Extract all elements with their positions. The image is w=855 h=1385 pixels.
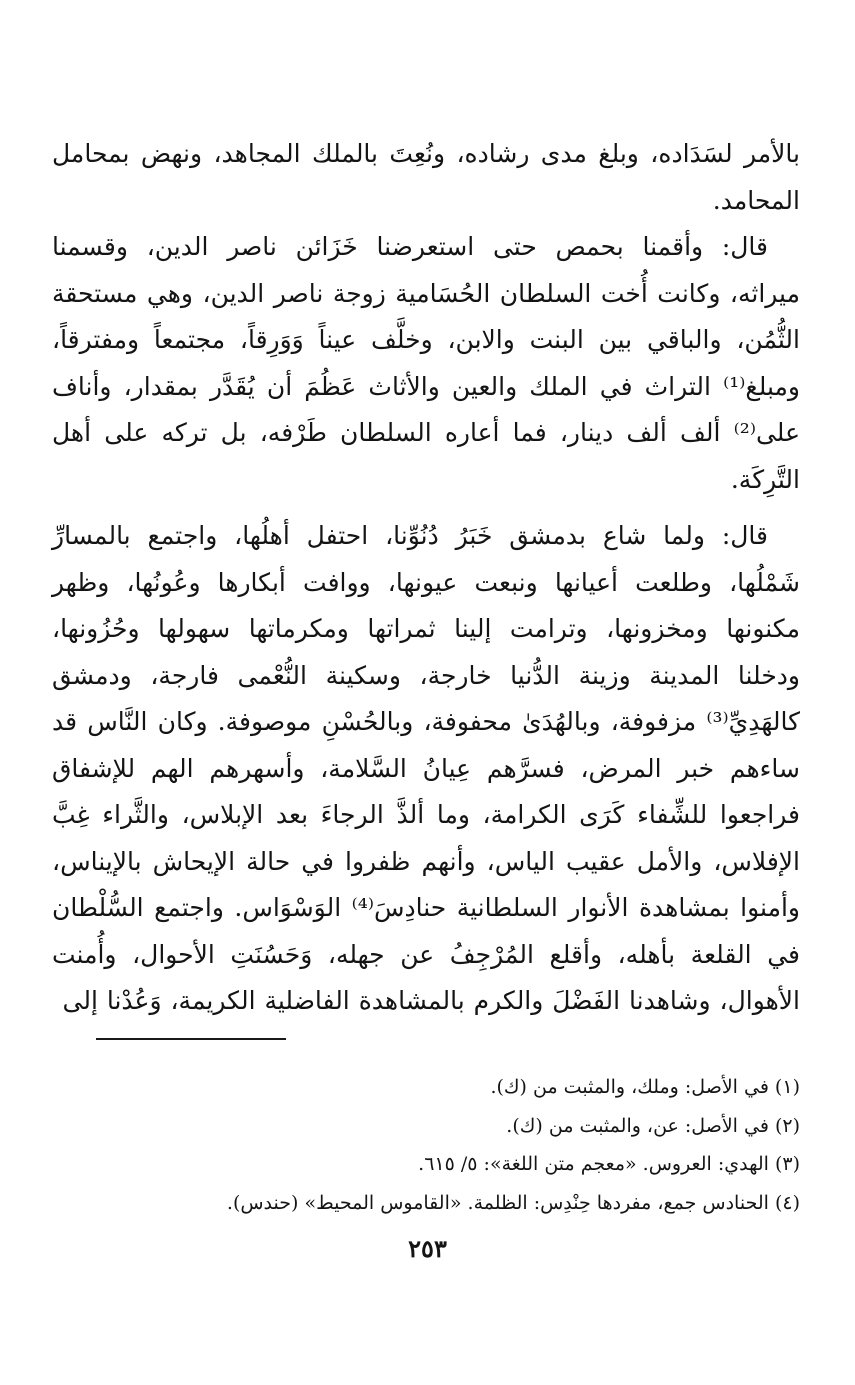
footnotes	[52, 1068, 800, 1222]
footnote-2: (٢) في الأصل: عن، والمثبت من (ك).	[506, 1114, 800, 1137]
main-text	[52, 131, 800, 1025]
footnote-1: (١) في الأصل: وملك، والمثبت من (ك).	[490, 1076, 800, 1098]
paragraph-1: بالأمر لسَدَاده، وبلغ مدى رشاده، ونُعِتَ بالملك المجاهد، ونهض بمحامل المحامد.	[52, 139, 800, 215]
page-number: ٢٥٣	[408, 1234, 447, 1263]
footnote-divider	[96, 1038, 286, 1040]
footnote-4: (٤) الحنادس جمع، مفردها حِنْدِس: الظلمة. «القاموس المحيط» (حندس).	[226, 1191, 800, 1214]
paragraph-2: قال: وأقمنا بحمص حتى استعرضنا خَزَائن ناصر الدين، وقسمنا ميراثه، وكانت أُخت السلطان الحُسَامية زوجة ناصر الدين، وهي مستحقة الثُّمُن، والباقي بين البنت والابن، وخلَّف عيناً وَوَرِقاً، مجتمعاً ومفترقاً، ومبلغ⁽¹⁾ التراث في الملك والعين والأثاث عَظُمَ أن يُقَدَّر بمقدار، وأناف على⁽²⁾ ألف ألف دينار، فما أعاره السلطان طَرْفه، بل تركه على أهل التَّرِكَة.	[52, 232, 800, 494]
paragraph-3: قال: ولما شاع بدمشق خَبَرُ دُنُوِّنا، احتفل أهلُها، واجتمع بالمسارِّ شَمْلُها، وطلعت أعيانها ونبعت عيونها، ووافت أبكارها وعُونُها، وظهر مكنونها ومخزونها، وترامت إلينا ثمراتها ومكرماتها سهولها وحُزُونها، ودخلنا المدينة وزينة الدُّنيا خارجة، وسكينة النُّعْمى فارجة، ودمشق كالهَدِيِّ⁽³⁾ مزفوفة، وبالهُدَىٰ محفوفة، وبالحُسْنِ موصوفة. وكان النَّاس قد ساءهم خبر المرض، فسرَّهم عِيانُ السَّلامة، وأسهرهم الهم للإشفاق فراجعوا للشِّفاء كَرَى الكرامة، وما ألذَّ الرجاءَ بعد الإبلاس، والثَّراء غِبَّ الإفلاس، والأمل عقيب الياس، وأنهم ظفروا في حالة الإيحاش بالإيناس، وأمنوا بمشاهدة الأنوار السلطانية حنادِسَ⁽⁴⁾ الوَسْوَاس. واجتمع السُّلْطان في القلعة بأهله، وأقلع المُرْجِفُ عن جهله، وَحَسُنَتِ الأحوال، وأُمنت الأهوال، وشاهدنا الفَضْلَ والكرم بالمشاهدة الفاضلية الكريمة، وَعُدْنا إلى	[52, 521, 801, 1015]
footnote-3: (٣) الهدي: العروس. «معجم متن اللغة»: ٥/ ٦١٥.	[418, 1153, 800, 1175]
